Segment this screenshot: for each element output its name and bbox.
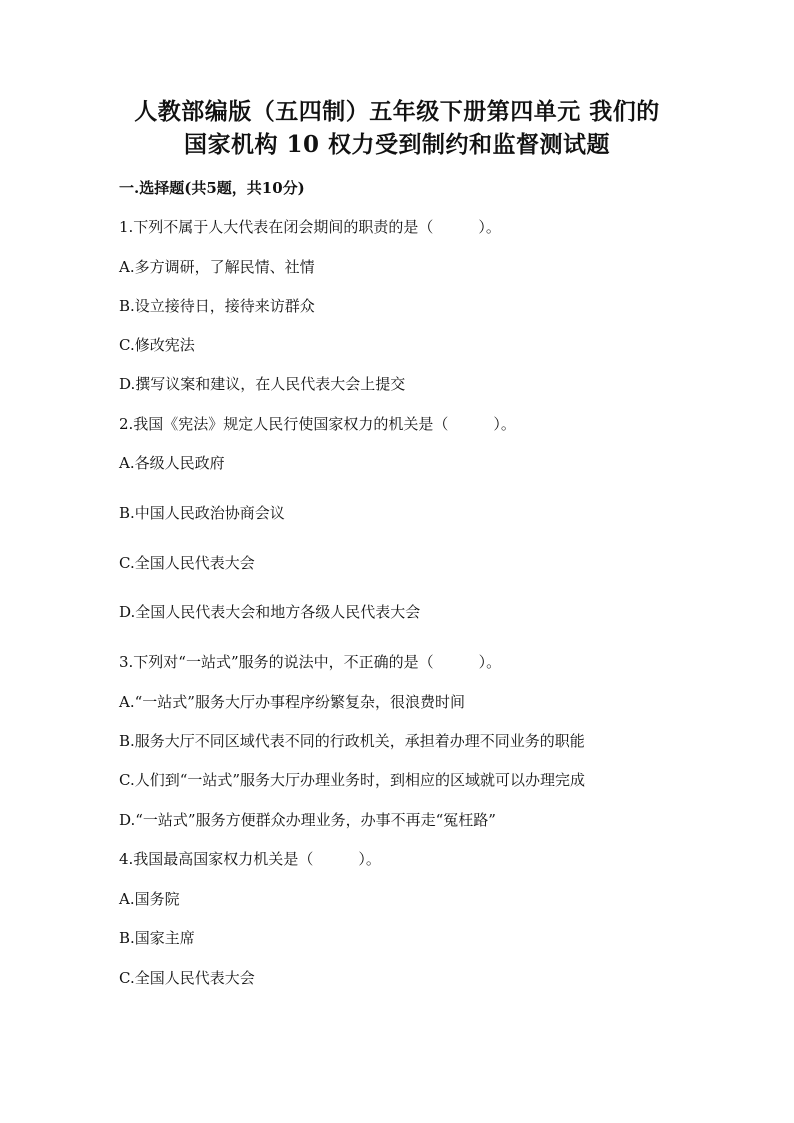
question-4-stem: 4.我国最高国家权力机关是（ ）。	[119, 850, 381, 868]
question-1-option-c: C.修改宪法	[119, 336, 195, 354]
question-2-option-a: A.各级人民政府	[119, 454, 225, 472]
question-3-option-c: C.人们到“一站式”服务大厅办理业务时，到相应的区域就可以办理完成	[119, 771, 586, 789]
question-4-option-b: B.国家主席	[119, 929, 195, 947]
question-4-option-a: A.国务院	[119, 890, 180, 908]
question-1-stem: 1.下列不属于人大代表在闭会期间的职责的是（ ）。	[119, 218, 501, 236]
section-heading: 一.选择题(共5题，共10分)	[119, 179, 305, 197]
question-4-option-c: C.全国人民代表大会	[119, 969, 255, 987]
question-2-option-b: B.中国人民政治协商会议	[119, 504, 285, 522]
question-3-option-a: A.“一站式”服务大厅办事程序纷繁复杂，很浪费时间	[119, 693, 465, 711]
question-2-stem: 2.我国《宪法》规定人民行使国家权力的机关是（ ）。	[119, 415, 516, 433]
question-3-option-d: D.“一站式”服务方便群众办理业务，办事不再走“冤枉路”	[119, 811, 496, 829]
question-3-option-b: B.服务大厅不同区域代表不同的行政机关，承担着办理不同业务的职能	[119, 732, 585, 750]
question-1-option-a: A.多方调研，了解民情、社情	[119, 258, 315, 276]
question-1-option-d: D.撰写议案和建议，在人民代表大会上提交	[119, 375, 406, 393]
question-2-option-d: D.全国人民代表大会和地方各级人民代表大会	[119, 603, 421, 621]
document-title-line-1: 人教部编版（五四制）五年级下册第四单元 我们的	[134, 98, 660, 125]
document-title-line-2: 国家机构 10 权力受到制约和监督测试题	[183, 131, 611, 158]
question-3-stem: 3.下列对“一站式”服务的说法中，不正确的是（ ）。	[119, 653, 502, 671]
question-1-option-b: B.设立接待日，接待来访群众	[119, 297, 315, 315]
question-2-option-c: C.全国人民代表大会	[119, 554, 255, 572]
